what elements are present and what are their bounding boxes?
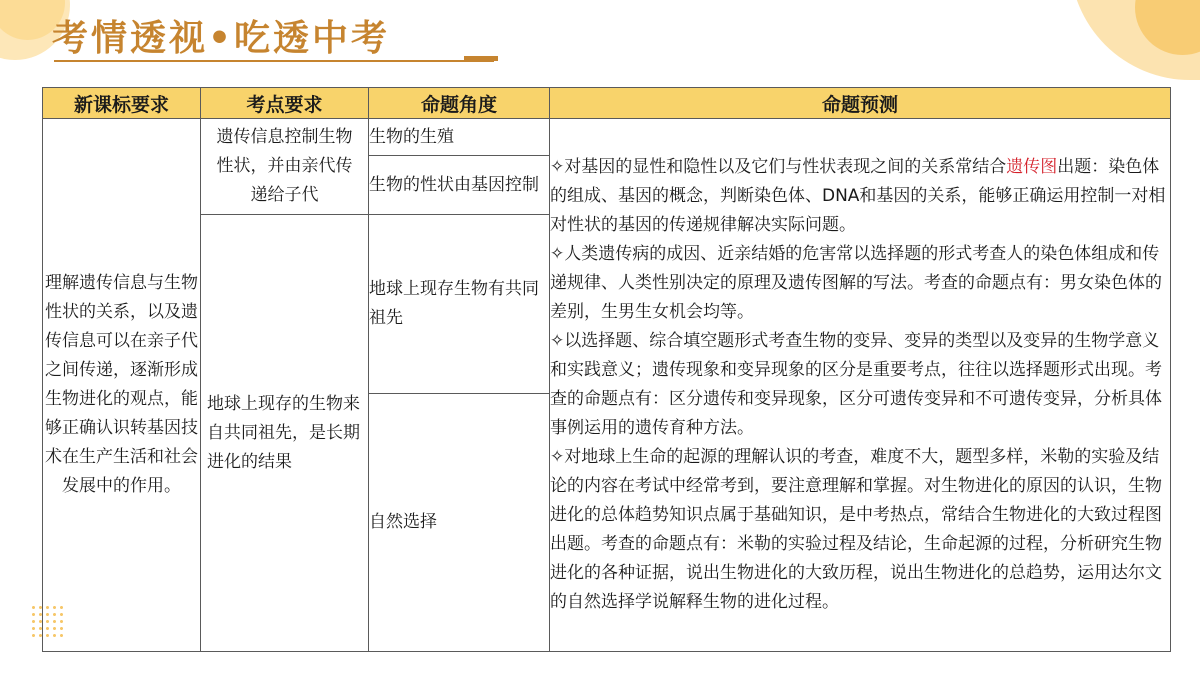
prediction-paragraph-1 (550, 153, 1170, 240)
prediction-paragraph-4: ✧对地球上生命的起源的理解认识的考查，难度不大，题型多样，米勒的实验及结论的内容在考试中经常考到，要注意理解和掌握。对生物进化的原因的认识，生物进化的总体趋势知识点属于基础知识，是中考热点，常结合生物进化的大致过程图出题。考查的命题点有：米勒的实验过程及结论，生命起源的过程，分析研究生物进化的各种证据，说出生物进化的大致历程，说出生物进化的总趋势，运用达尔文的自然选择学说解释生物的进化过程。 (550, 447, 1162, 612)
header-requirement: 新课标要求 (43, 88, 201, 119)
prediction-p1-highlight: 遗传图 (1006, 157, 1058, 177)
exam-point-cell-2: 地球上现存的生物来自共同祖先，是长期进化的结果 (201, 215, 369, 652)
angle-cell-4: 自然选择 (369, 394, 550, 652)
table-header-row (43, 88, 1171, 119)
title-underline-dash (464, 56, 498, 61)
header-angle: 命题角度 (369, 88, 550, 119)
angle-cell-1: 生物的生殖 (369, 119, 550, 156)
header-prediction: 命题预测 (550, 88, 1171, 119)
prediction-paragraph-3: ✧以选择题、综合填空题形式考查生物的变异、变异的类型以及变异的生物学意义和实践意义；遗传现象和变异现象的区分是重要考点，往往以选择题形式出现。考查的命题点有：区分遗传和变异现象，区分可遗传变异和不可遗传变异，分析具体事例运用的遗传育种方法。 (550, 331, 1162, 438)
angle-cell-2: 生物的性状由基因控制 (369, 156, 550, 215)
prediction-p1-text: ✧对基因的显性和隐性以及它们与性状表现之间的关系常结合 (550, 157, 1007, 177)
exam-point-cell-1: 遗传信息控制生物性状，并由亲代传递给子代 (201, 119, 369, 215)
requirement-cell: 理解遗传信息与生物性状的关系，以及遗传信息可以在亲子代之间传递，逐渐形成生物进化的观点，能够正确认识转基因技术在生产生活和社会发展中的作用。 (43, 119, 201, 652)
exam-analysis-table (42, 87, 1171, 652)
table-row (43, 119, 1171, 156)
title-underline (54, 60, 494, 62)
prediction-p1-text-cont: 出题：染色体的组成、基因的概念，判断染色体、DNA和基因的关系，能够正确运用控制一对相对性状的基因的传递规律解决实际问题。 (550, 157, 1166, 235)
prediction-paragraph-2: ✧人类遗传病的成因、近亲结婚的危害常以选择题的形式考查人的染色体组成和传递规律、人类性别决定的原理及遗传图解的写法。考查的命题点有：男女染色体的差别，生男生女机会均等。 (550, 244, 1162, 322)
angle-cell-3: 地球上现存生物有共同祖先 (369, 215, 550, 394)
header-exam-point: 考点要求 (201, 88, 369, 119)
page-title: 考情透视•吃透中考 (52, 18, 391, 59)
prediction-cell (550, 119, 1171, 652)
